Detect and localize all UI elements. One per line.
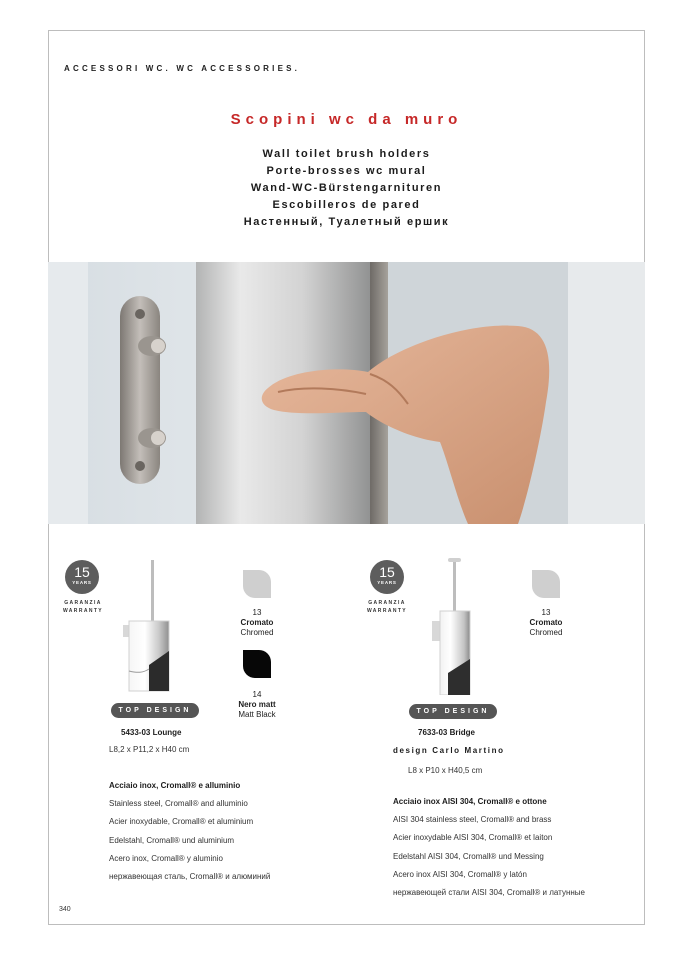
finish-name-it: Cromato <box>529 618 563 627</box>
warranty-label-1 <box>52 599 114 615</box>
finish-chromed <box>222 608 292 638</box>
finish-swatch-chromed <box>532 570 560 598</box>
finish-swatch-matt-black <box>243 650 271 678</box>
materials-bridge <box>393 796 585 905</box>
material-en: AISI 304 stainless steel, Cromall® and brass <box>393 815 552 824</box>
finish-name-en: Chromed <box>240 628 274 637</box>
material-de: Edelstahl, Cromall® und aluminium <box>109 835 235 845</box>
material-ru: нержавеющая сталь, Cromall® и алюминий <box>109 872 271 882</box>
warranty-unit: YEARS <box>72 580 92 585</box>
top-design-tag-1: TOP DESIGN <box>111 703 199 718</box>
warranty-badge-1 <box>65 560 99 594</box>
finish-matt-black <box>222 690 292 720</box>
finish-code: 13 <box>541 608 551 617</box>
finish-name-it: Cromato <box>240 618 274 627</box>
finish-swatch-chromed <box>243 570 271 598</box>
materials-heading: Acciaio inox, Cromall® e alluminio <box>109 781 241 790</box>
subtitle-list <box>48 146 645 231</box>
material-fr: Acier inoxydable AISI 304, Cromall® et laiton <box>393 833 553 843</box>
subtitle-en: Wall toilet brush holders <box>262 148 431 160</box>
subtitle-de: Wand-WC-Bürstengarnituren <box>250 182 443 194</box>
material-es: Acero inox AISI 304, Cromall® y latón <box>393 869 527 879</box>
material-en: Stainless steel, Cromall® and alluminio <box>109 799 248 808</box>
material-fr: Acier inoxydable, Cromall® et aluminium <box>109 817 254 827</box>
warranty-badge-2 <box>370 560 404 594</box>
warranty-label-en: WARRANTY <box>62 608 104 614</box>
warranty-label-en: WARRANTY <box>366 608 408 614</box>
top-design-tag-2: TOP DESIGN <box>409 704 497 719</box>
finish-name-en: Matt Black <box>238 710 276 719</box>
warranty-unit: YEARS <box>377 580 397 585</box>
product-image-bridge <box>420 555 490 695</box>
page-title: Scopini wc da muro <box>230 111 463 128</box>
product-designer-bridge: design Carlo Martino <box>393 746 505 755</box>
warranty-label-it: GARANZIA <box>368 600 406 606</box>
finish-code: 14 <box>252 690 262 699</box>
material-de: Edelstahl AISI 304, Cromall® und Messing <box>393 851 544 861</box>
materials-lounge <box>109 780 270 889</box>
material-es: Acero inox, Cromall® y aluminio <box>109 853 223 863</box>
material-ru: нержавеющей стали AISI 304, Cromall® и латунные <box>393 888 585 898</box>
product-dimensions-lounge: L8,2 x P11,2 x H40 cm <box>109 745 190 754</box>
hero-photo-illustration <box>48 262 645 524</box>
product-dimensions-bridge: L8 x P10 x H40,5 cm <box>408 766 483 775</box>
product-name-lounge: 5433-03 Lounge <box>121 728 182 737</box>
warranty-label-2 <box>356 599 418 615</box>
finish-chromed <box>511 608 581 638</box>
subtitle-es: Escobilleros de pared <box>272 199 421 211</box>
finish-name-en: Chromed <box>529 628 563 637</box>
subtitle-ru: Настенный, Туалетный ершик <box>243 216 450 228</box>
product-name-bridge: 7633-03 Bridge <box>418 728 475 737</box>
hero-photo <box>48 262 645 524</box>
section-label: ACCESSORI WC. WC ACCESSORIES. <box>64 64 301 73</box>
warranty-years: 15 <box>74 564 90 580</box>
finish-name-it: Nero matt <box>238 700 276 709</box>
warranty-years: 15 <box>379 564 395 580</box>
warranty-label-it: GARANZIA <box>64 600 102 606</box>
subtitle-fr: Porte-brosses wc mural <box>266 165 427 177</box>
finish-code: 13 <box>252 608 262 617</box>
product-image-lounge <box>115 555 185 695</box>
materials-heading: Acciaio inox AISI 304, Cromall® e ottone <box>393 797 547 806</box>
page-number: 340 <box>59 906 71 913</box>
